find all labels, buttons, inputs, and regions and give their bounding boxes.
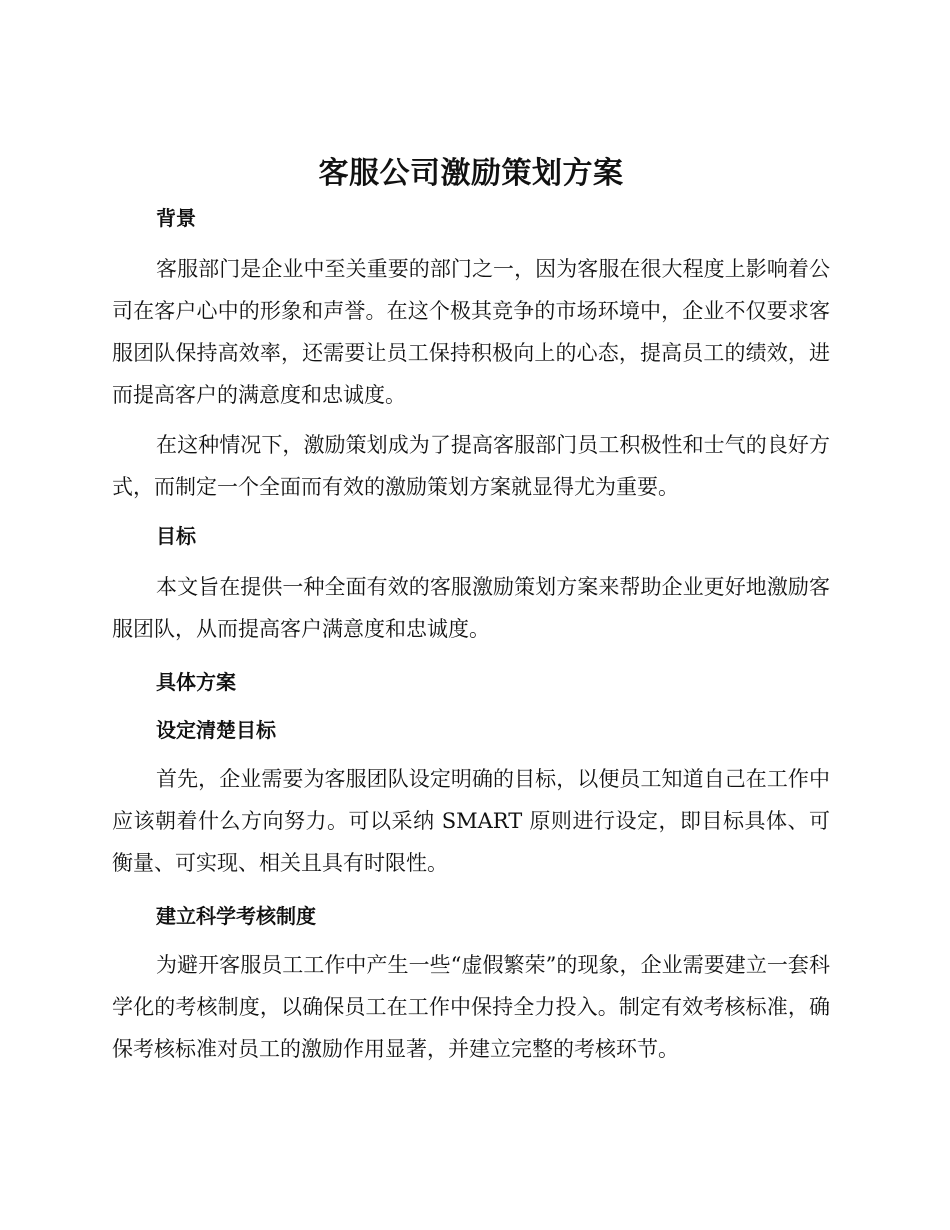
section-heading-goal: 目标	[156, 524, 196, 548]
background-paragraph-1: 客服部门是企业中至关重要的部门之一，因为客服在很大程度上影响着公司在客户心中的形象和声誉。在这个极其竞争的市场环境中，企业不仅要求客服团队保持高效率，还需要让员工保持积极向上的心态，提高员工的绩效，进而提高客户的满意度和忠诚度。	[112, 257, 830, 407]
background-paragraph-2: 在这种情况下，激励策划成为了提高客服部门员工积极性和士气的良好方式，而制定一个全面而有效的激励策划方案就显得尤为重要。	[112, 433, 830, 499]
subsection-heading-clear-goals: 设定清楚目标	[156, 718, 276, 742]
document-content	[112, 150, 830, 1070]
section-heading-background: 背景	[156, 206, 196, 230]
document-title: 客服公司激励策划方案	[318, 156, 624, 191]
subsection-heading-assessment: 建立科学考核制度	[156, 904, 316, 928]
section-heading-plan: 具体方案	[156, 670, 236, 694]
goal-paragraph-1: 本文旨在提供一种全面有效的客服激励策划方案来帮助企业更好地激励客服团队，从而提高客户满意度和忠诚度。	[112, 575, 830, 641]
assessment-paragraph: 为避开客服员工工作中产生一些“虚假繁荣”的现象，企业需要建立一套科学化的考核制度，以确保员工在工作中保持全力投入。制定有效考核标准，确保考核标准对员工的激励作用显著，并建立完整的考核环节。	[112, 953, 830, 1061]
clear-goals-paragraph: 首先，企业需要为客服团队设定明确的目标，以便员工知道自己在工作中应该朝着什么方向努力。可以采纳 SMART 原则进行设定，即目标具体、可衡量、可实现、相关且具有时限性。	[112, 767, 830, 875]
